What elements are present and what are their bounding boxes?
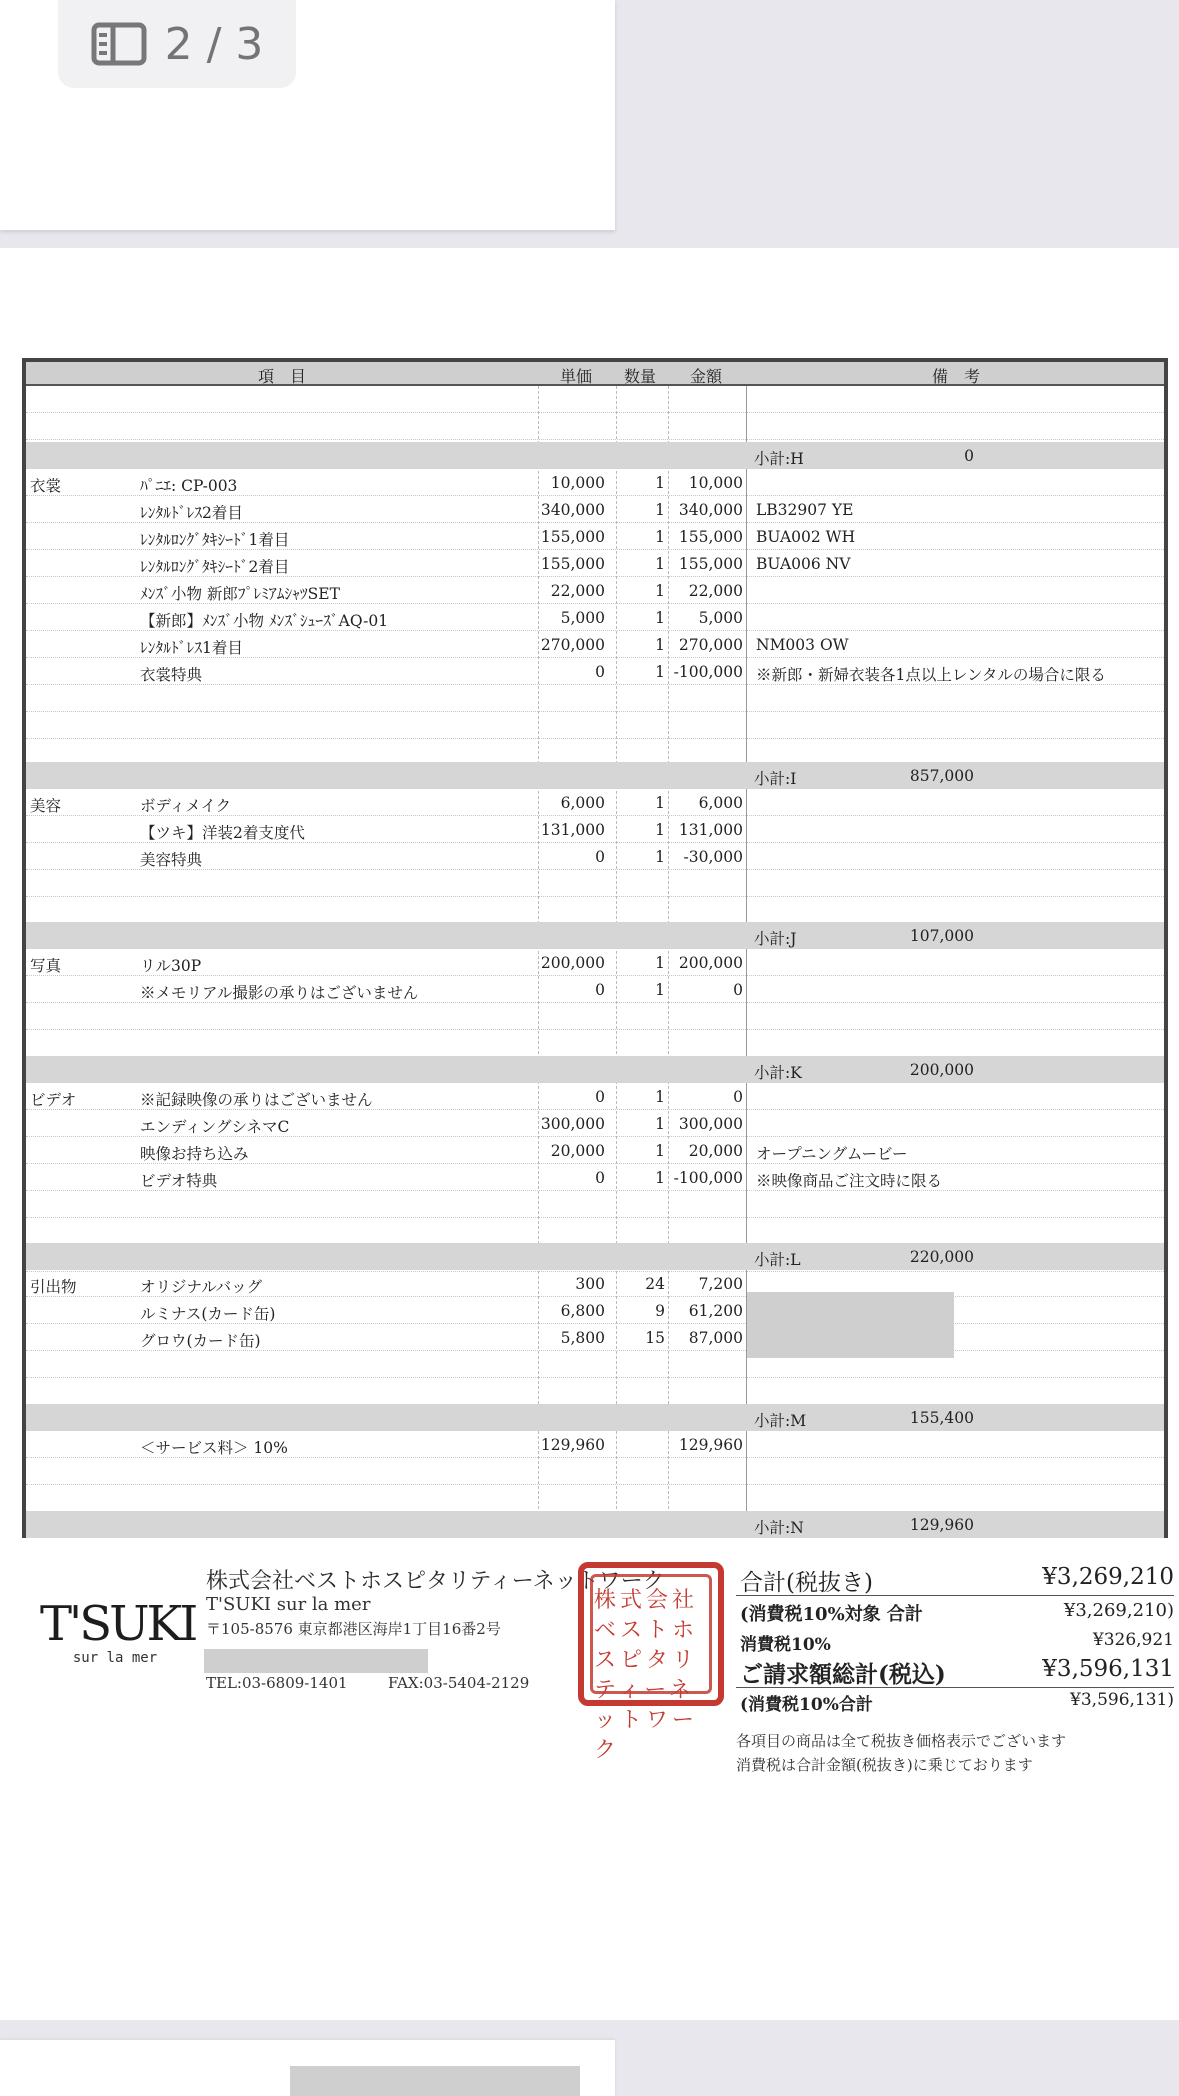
table-row — [26, 1003, 1164, 1030]
unit-price: 270,000 — [540, 636, 605, 654]
subtotal-row — [26, 442, 1164, 469]
item-name: ﾚﾝﾀﾙﾄﾞﾚｽ2着目 — [140, 504, 243, 522]
subtotal-value: 857,000 — [909, 767, 974, 785]
company-name: 株式会社ベストホスピタリティーネットワーク — [206, 1569, 665, 1594]
amount: 6,000 — [698, 794, 743, 812]
item-name: ビデオ特典 — [140, 1172, 218, 1190]
taxable-row: (消費税10%対象 合計 ¥3,269,210) — [740, 1600, 1174, 1625]
quantity: 1 — [655, 663, 665, 681]
subtotal-label: 小計:N — [754, 1519, 804, 1537]
note: BUA002 WH — [756, 528, 856, 546]
table-row — [26, 870, 1164, 897]
tax-total-row: (消費税10%合計 ¥3,596,131) — [740, 1690, 1174, 1715]
item-name: ※メモリアル撮影の承りはございません — [140, 984, 419, 1002]
note: ※新郎・新婦衣装各1点以上レンタルの場合に限る — [756, 666, 1106, 684]
amount: 200,000 — [678, 954, 743, 972]
table-row — [26, 1083, 1164, 1110]
subtotal-label: 小計:J — [754, 930, 797, 948]
item-name: ﾒﾝｽﾞ小物 新郎ﾌﾟﾚﾐｱﾑｼｬﾂSET — [140, 585, 340, 603]
item-name: 映像お持ち込み — [140, 1145, 249, 1163]
table-row — [26, 1191, 1164, 1218]
quantity: 1 — [655, 636, 665, 654]
amount: 7,200 — [698, 1275, 743, 1293]
quantity: 1 — [655, 981, 665, 999]
amount: 61,200 — [688, 1302, 743, 1320]
page-indicator[interactable] — [58, 0, 296, 88]
tax-row: 消費税10% ¥326,921 — [740, 1630, 1174, 1655]
amount: 87,000 — [688, 1329, 743, 1347]
item-name: ※記録映像の承りはございません — [140, 1091, 373, 1109]
subtotal-row — [26, 762, 1164, 789]
category-label: 写真 — [30, 957, 62, 975]
page-indicator-text: 2 / 3 — [164, 18, 264, 70]
subtotal-label: 小計:K — [754, 1064, 802, 1082]
category-label: 衣裳 — [30, 477, 62, 495]
item-name: 【新郎】ﾒﾝｽﾞ小物 ﾒﾝｽﾞｼｭｰｽﾞAQ-01 — [140, 612, 389, 630]
table-row — [26, 685, 1164, 712]
unit-price: 0 — [595, 1169, 605, 1187]
grand-total-row: ご請求額総計(税込) ¥3,596,131 — [736, 1656, 1174, 1688]
pages-icon — [91, 22, 147, 66]
table-row — [26, 550, 1164, 577]
item-name: 衣裳特典 — [140, 666, 203, 684]
table-row — [26, 577, 1164, 604]
table-row — [26, 1218, 1164, 1245]
amount: 10,000 — [688, 474, 743, 492]
subtotal-value: 200,000 — [909, 1061, 974, 1079]
subtotal-row — [26, 1056, 1164, 1083]
quantity: 1 — [655, 954, 665, 972]
subtotal-label: 小計:I — [754, 770, 797, 788]
unit-price: 0 — [595, 848, 605, 866]
redaction-box — [747, 1292, 954, 1358]
amount: 300,000 — [678, 1115, 743, 1133]
unit-price: 200,000 — [540, 954, 605, 972]
table-row — [26, 496, 1164, 523]
table-row — [26, 631, 1164, 658]
note: LB32907 YE — [756, 501, 854, 519]
address: 〒105-8576 東京都港区海岸1丁目16番2号 — [206, 1620, 501, 1638]
unit-price: 20,000 — [550, 1142, 605, 1160]
amount: 5,000 — [698, 609, 743, 627]
quantity: 1 — [655, 794, 665, 812]
quantity: 1 — [655, 821, 665, 839]
table-row — [26, 976, 1164, 1003]
fax: FAX:03-5404-2129 — [388, 1674, 530, 1692]
amount: 270,000 — [678, 636, 743, 654]
amount: 155,000 — [678, 555, 743, 573]
unit-price: 129,960 — [540, 1436, 605, 1454]
subtotal-value: 107,000 — [909, 927, 974, 945]
table-row — [26, 523, 1164, 550]
header-amount: 金額 — [690, 367, 723, 386]
subtotal-label: 小計:H — [754, 450, 804, 468]
table-row — [26, 1378, 1164, 1405]
amount: -30,000 — [683, 848, 743, 866]
note: オープニングムービー — [756, 1145, 908, 1163]
amount: 22,000 — [688, 582, 743, 600]
unit-price: 10,000 — [550, 474, 605, 492]
subtotal-label: 小計:M — [754, 1412, 807, 1430]
unit-price: 155,000 — [540, 555, 605, 573]
note: NM003 OW — [756, 636, 849, 654]
subtotal-row: 合計(税抜き) ¥3,269,210 — [736, 1564, 1174, 1596]
item-name: リル30P — [140, 957, 202, 975]
item-name: オリジナルバッグ — [140, 1278, 263, 1296]
table-row — [26, 789, 1164, 816]
quantity: 1 — [655, 528, 665, 546]
table-row — [26, 816, 1164, 843]
table-row — [26, 949, 1164, 976]
table-row — [26, 658, 1164, 685]
item-name: ﾚﾝﾀﾙﾛﾝｸﾞﾀｷｼｰﾄﾞ1着目 — [140, 531, 290, 549]
subtotal-value: 129,960 — [909, 1516, 974, 1534]
quantity: 24 — [645, 1275, 665, 1293]
quantity: 1 — [655, 848, 665, 866]
estimate-table — [22, 358, 1168, 1538]
unit-price: 0 — [595, 663, 605, 681]
table-row — [26, 1324, 1164, 1351]
quantity: 1 — [655, 582, 665, 600]
table-row — [26, 1164, 1164, 1191]
table-row — [26, 1030, 1164, 1057]
table-row — [26, 1485, 1164, 1512]
note: BUA006 NV — [756, 555, 851, 573]
subtotal-row — [26, 1404, 1164, 1431]
unit-price: 22,000 — [550, 582, 605, 600]
unit-price: 300 — [575, 1275, 605, 1293]
amount: 0 — [733, 981, 743, 999]
amount: 129,960 — [678, 1436, 743, 1454]
note: ※映像商品ご注文時に限る — [756, 1172, 943, 1190]
subtotal-row — [26, 922, 1164, 949]
table-row — [26, 386, 1164, 413]
item-name: ﾚﾝﾀﾙﾄﾞﾚｽ1着目 — [140, 639, 243, 657]
unit-price: 0 — [595, 1088, 605, 1106]
table-header — [26, 362, 1164, 386]
subtotal-row — [26, 1511, 1164, 1538]
company-seal: 株式会社ベストホスピタリティーネットワーク — [578, 1562, 724, 1706]
item-name: ﾊﾟﾆｴ: CP-003 — [140, 477, 238, 495]
table-row — [26, 413, 1164, 440]
amount: -100,000 — [673, 663, 743, 681]
tax-note: 各項目の商品は全て税抜き価格表示でございます — [736, 1732, 1067, 1750]
unit-price: 5,000 — [560, 609, 605, 627]
item-name: 美容特典 — [140, 851, 203, 869]
table-row — [26, 843, 1164, 870]
amount: 131,000 — [678, 821, 743, 839]
item-name: ＜サービス料＞ 10% — [140, 1439, 288, 1457]
redaction-box — [290, 2066, 580, 2096]
category-label: ビデオ — [30, 1091, 77, 1109]
subtotal-value: 0 — [964, 447, 974, 465]
header-note: 備 考 — [932, 367, 981, 386]
quantity: 1 — [655, 1088, 665, 1106]
quantity: 1 — [655, 1169, 665, 1187]
amount: 0 — [733, 1088, 743, 1106]
amount: 340,000 — [678, 501, 743, 519]
header-qty: 数量 — [624, 367, 657, 386]
quantity: 1 — [655, 609, 665, 627]
item-name: グロウ(カード缶) — [140, 1332, 261, 1350]
quantity: 1 — [655, 501, 665, 519]
subtotal-value: 220,000 — [909, 1248, 974, 1266]
quantity: 15 — [645, 1329, 665, 1347]
amount: -100,000 — [673, 1169, 743, 1187]
quantity: 9 — [655, 1302, 665, 1320]
header-item: 項 目 — [258, 367, 307, 386]
amount: 20,000 — [688, 1142, 743, 1160]
tax-note: 消費税は合計金額(税抜き)に乗じております — [736, 1756, 1033, 1774]
header-price: 単価 — [560, 367, 593, 386]
unit-price: 6,800 — [560, 1302, 605, 1320]
subtotal-label: 小計:L — [754, 1251, 801, 1269]
item-name: ボディメイク — [140, 797, 232, 815]
invoice-footer — [0, 1556, 1179, 1774]
quantity: 1 — [655, 555, 665, 573]
quantity: 1 — [655, 1115, 665, 1133]
unit-price: 131,000 — [540, 821, 605, 839]
unit-price: 340,000 — [540, 501, 605, 519]
item-name: エンディングシネマC — [140, 1118, 290, 1136]
table-row — [26, 897, 1164, 924]
category-label: 美容 — [30, 797, 62, 815]
redaction-box — [204, 1649, 428, 1673]
item-name: ルミナス(カード缶) — [140, 1305, 276, 1323]
item-name: 【ツキ】洋装2着支度代 — [140, 824, 305, 842]
subtotal-value: 155,400 — [909, 1409, 974, 1427]
table-row — [26, 1270, 1164, 1297]
unit-price: 155,000 — [540, 528, 605, 546]
unit-price: 5,800 — [560, 1329, 605, 1347]
branch-name: T'SUKI sur la mer — [206, 1594, 371, 1615]
table-row — [26, 604, 1164, 631]
unit-price: 300,000 — [540, 1115, 605, 1133]
table-row — [26, 1110, 1164, 1137]
table-row — [26, 1351, 1164, 1378]
category-label: 引出物 — [30, 1278, 77, 1296]
table-row — [26, 1297, 1164, 1324]
subtotal-row — [26, 1243, 1164, 1270]
phone: TEL:03-6809-1401 — [206, 1674, 348, 1692]
table-row — [26, 1458, 1164, 1485]
item-name: ﾚﾝﾀﾙﾛﾝｸﾞﾀｷｼｰﾄﾞ2着目 — [140, 558, 290, 576]
table-row — [26, 1431, 1164, 1458]
table-row — [26, 712, 1164, 739]
table-row — [26, 1137, 1164, 1164]
quantity: 1 — [655, 1142, 665, 1160]
unit-price: 6,000 — [560, 794, 605, 812]
tsuki-logo: T'SUKI sur la mer — [40, 1596, 196, 1666]
amount: 155,000 — [678, 528, 743, 546]
quantity: 1 — [655, 474, 665, 492]
unit-price: 0 — [595, 981, 605, 999]
table-row — [26, 469, 1164, 496]
